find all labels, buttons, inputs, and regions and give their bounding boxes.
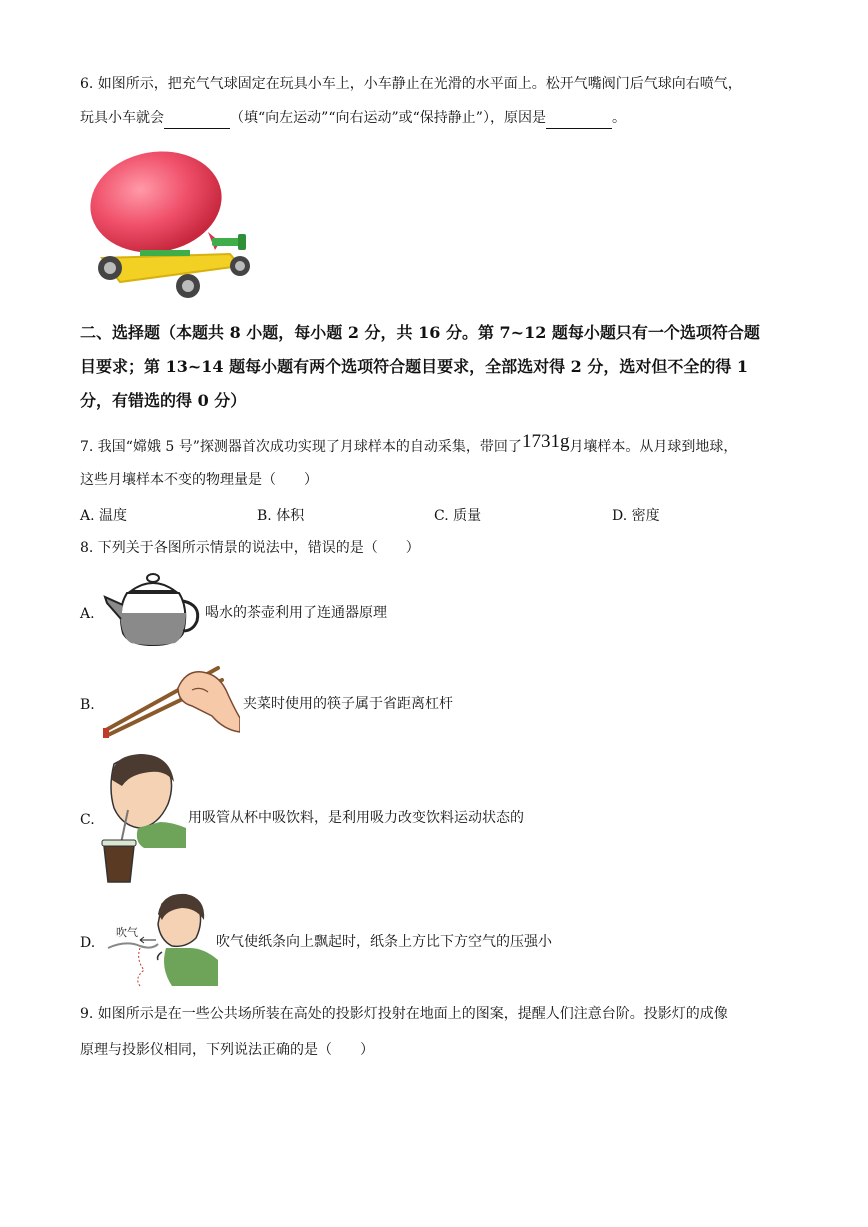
q7-option-b[interactable]: B. 体积 <box>257 508 305 524</box>
q6-line2 <box>80 108 626 129</box>
q9-line1: 9. 如图所示是在一些公共场所装在高处的投影灯投射在地面上的图案，提醒人们注意台阶。投影灯的成像 <box>80 1006 728 1022</box>
q7-option-c[interactable]: C. 质量 <box>434 508 482 524</box>
section2-line1: 二、选择题（本题共 8 小题，每小题 2 分，共 16 分。第 7~12 题每小题只有一个选项符合题 <box>80 323 760 342</box>
boy-drinking-image <box>100 752 186 884</box>
boy-blowing-image <box>100 890 218 988</box>
blow-label: 吹气 <box>116 927 138 939</box>
q6-blank-1[interactable] <box>164 108 230 129</box>
q6-blank-2[interactable] <box>546 108 612 129</box>
q8-stem: 8. 下列关于各图所示情景的说法中，错误的是（ ） <box>80 540 420 556</box>
q8-option-d-letter[interactable]: D. <box>80 935 96 951</box>
q7-line1-a: 7. 我国“嫦娥 5 号”探测器首次成功实现了月球样本的自动采集，带回了 <box>80 439 522 455</box>
q8-option-a-text: 喝水的茶壶利用了连通器原理 <box>205 605 387 621</box>
balloon-car-figure <box>80 150 260 305</box>
q7-option-d[interactable]: D. 密度 <box>612 508 660 524</box>
section2-line2: 目要求；第 13~14 题每小题有两个选项符合题目要求，全部选对得 2 分，选对但不全的得 1 <box>80 357 749 376</box>
teapot-image <box>103 573 205 649</box>
q6-line2-b: （填“向左运动”“向右运动”或“保持静止”），原因是 <box>230 110 546 126</box>
q8-option-a-letter[interactable]: A. <box>80 606 95 622</box>
q7-mass: 1731g <box>521 431 570 452</box>
q6-line1: 6. 如图所示，把充气气球固定在玩具小车上，小车静止在光滑的水平面上。松开气嘴阀门后气球向右喷气， <box>80 76 742 92</box>
q8-option-b-text: 夹菜时使用的筷子属于省距离杠杆 <box>243 696 453 712</box>
q9-line2: 原理与投影仪相同，下列说法正确的是（ ） <box>80 1042 374 1058</box>
q7-line1 <box>80 432 737 457</box>
section2-line3: 分，有错选的得 0 分） <box>80 391 247 410</box>
q8-option-d-text: 吹气使纸条向上飘起时，纸条上方比下方空气的压强小 <box>216 934 552 950</box>
chopsticks-image <box>100 660 240 742</box>
q8-option-c-text: 用吸管从杯中吸饮料，是利用吸力改变饮料运动状态的 <box>188 810 524 826</box>
q7-line1-b: 月壤样本。从月球到地球， <box>569 439 738 455</box>
q6-line2-c: 。 <box>611 110 626 126</box>
q8-option-c-letter[interactable]: C. <box>80 812 95 828</box>
q6-line2-a: 玩具小车就会 <box>80 110 164 126</box>
q8-option-b-letter[interactable]: B. <box>80 697 95 713</box>
q7-line2: 这些月壤样本不变的物理量是（ ） <box>80 472 318 488</box>
q7-option-a[interactable]: A. 温度 <box>80 508 128 524</box>
